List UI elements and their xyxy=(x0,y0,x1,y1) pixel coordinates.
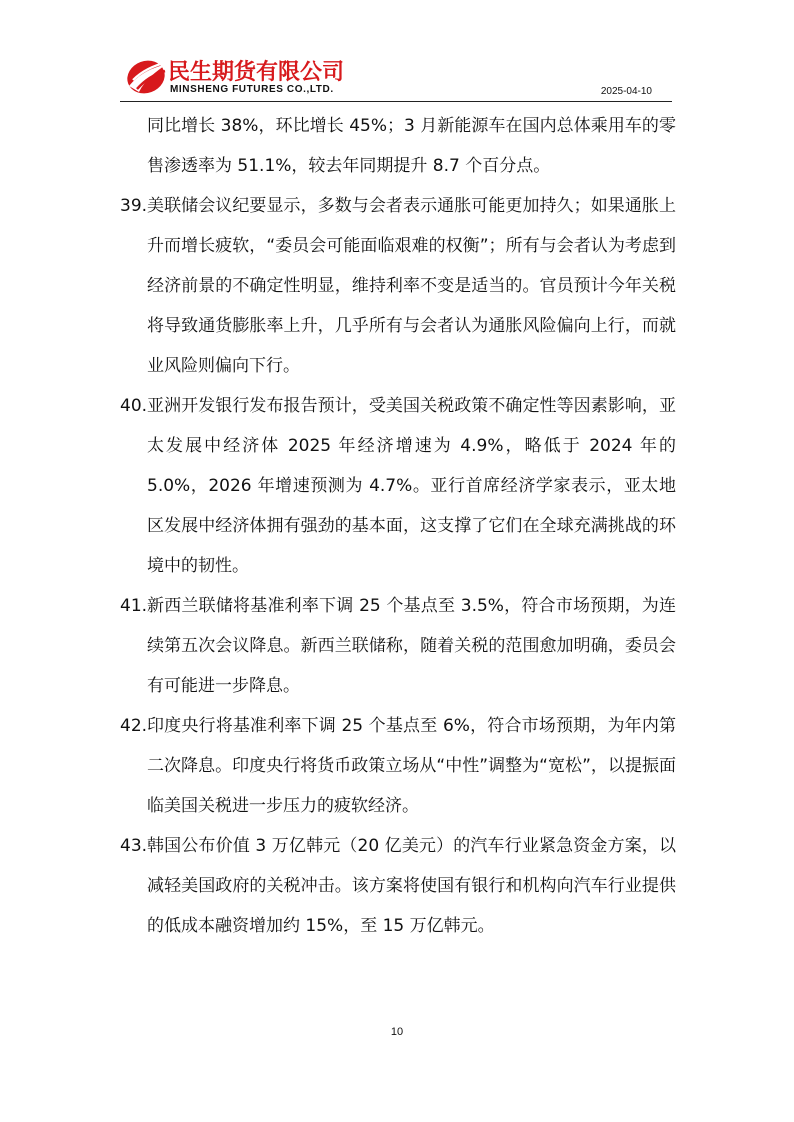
header-divider xyxy=(120,101,672,102)
item-text: 新西兰联储将基准利率下调 25 个基点至 3.5%，符合市场预期，为连续第五次会议降息。新西兰联储称，随着关税的范围愈加明确，委员会有可能进一步降息。 xyxy=(147,596,676,696)
page-number: 10 xyxy=(390,1026,404,1038)
document-body xyxy=(120,106,676,946)
continued-paragraph: 同比增长 38%，环比增长 45%；3 月新能源车在国内总体乘用车的零售渗透率为 51.1%，较去年同期提升 8.7 个百分点。 xyxy=(147,116,676,176)
page-header xyxy=(120,52,672,102)
list-item-42 xyxy=(120,706,676,826)
item-text: 亚洲开发银行发布报告预计，受美国关税政策不确定性等因素影响，亚太发展中经济体 2025 年经济增速为 4.9%，略低于 2024 年的 5.0%，2026 年增速预测为 4.7%。亚行首席经济学家表示，亚太地区发展中经济体拥有强劲的基本面，这支撑了它们在全球充满挑战的环境中的韧性。 xyxy=(147,396,676,576)
list-item-43 xyxy=(120,826,676,946)
report-date: 2025-04-10 xyxy=(600,86,652,97)
item-number: 40. xyxy=(120,396,148,416)
item-text: 美联储会议纪要显示，多数与会者表示通胀可能更加持久；如果通胀上升而增长疲软，“委员会可能面临艰难的权衡”；所有与会者认为考虑到经济前景的不确定性明显，维持利率不变是适当的。官员预计今年关税将导致通货膨胀率上升，几乎所有与会者认为通胀风险偏向上行，而就业风险则偏向下行。 xyxy=(147,196,676,376)
list-item-41 xyxy=(120,586,676,706)
item-number: 43. xyxy=(120,836,148,856)
item-number: 42. xyxy=(120,716,148,736)
list-item-39 xyxy=(120,186,676,386)
minsheng-logo-icon xyxy=(125,56,169,96)
item-text: 韩国公布价值 3 万亿韩元（20 亿美元）的汽车行业紧急资金方案，以减轻美国政府的关税冲击。该方案将使国有银行和机构向汽车行业提供的低成本融资增加约 15%，至 15 万亿韩元。 xyxy=(147,836,676,936)
item-text: 印度央行将基准利率下调 25 个基点至 6%，符合市场预期，为年内第二次降息。印度央行将货币政策立场从“中性”调整为“宽松”，以提振面临美国关税进一步压力的疲软经济。 xyxy=(147,716,676,816)
item-number: 41. xyxy=(120,596,148,616)
company-name-cn: 民生期货有限公司 xyxy=(168,60,345,85)
company-name-en: MINSHENG FUTURES CO.,LTD. xyxy=(170,84,334,95)
list-item-40 xyxy=(120,386,676,586)
item-number: 39. xyxy=(120,196,148,216)
